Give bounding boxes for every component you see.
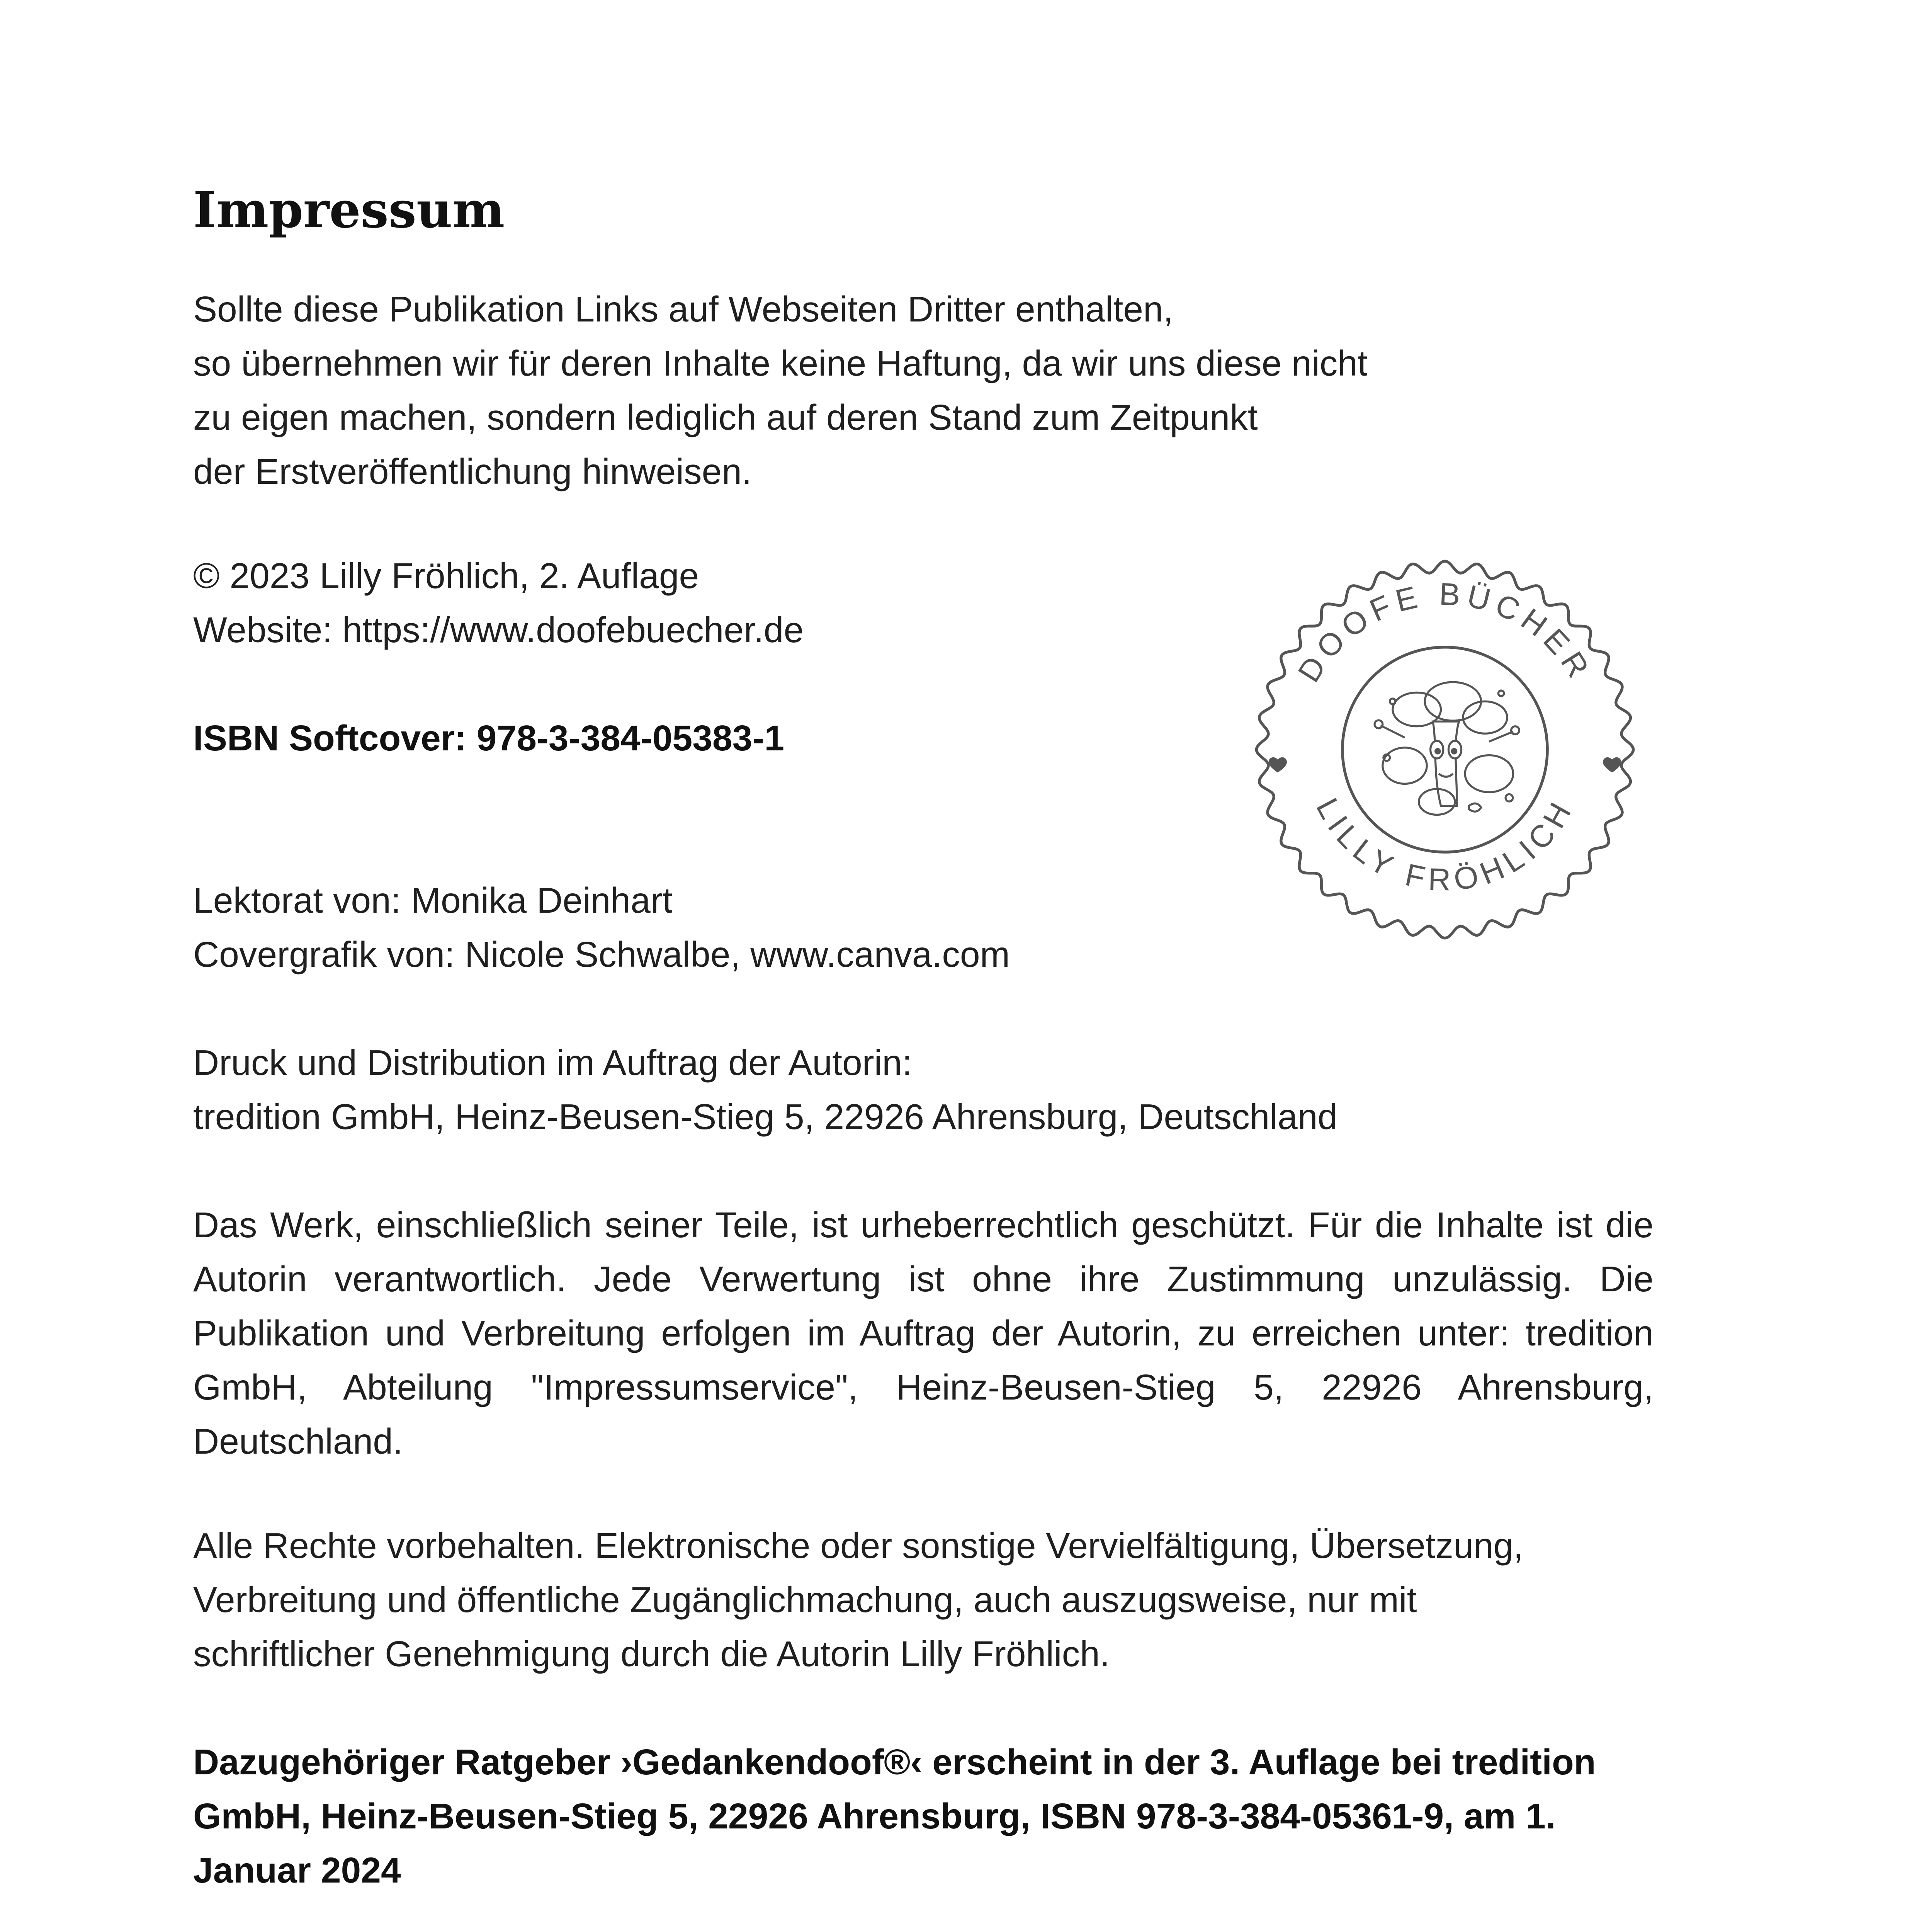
rights-line: schriftlicher Genehmigung durch die Autorin Lilly Fröhlich. <box>193 1634 1110 1674</box>
doofe-buecher-seal-logo <box>1244 549 1646 951</box>
ratgeber-paragraph: Dazugehöriger Ratgeber ›Gedankendoof®‹ erscheint in der 3. Auflage bei tredition GmbH, Heinz-Beusen-Stieg 5, 22926 Ahrensburg, ISBN 978-3-384-05361-9, am 1. Januar 2024 <box>193 1742 1596 1890</box>
seal-bottom-text: LILLY FRÖHLICH <box>1309 792 1581 898</box>
credits <box>193 873 1010 981</box>
covergrafik-line: Covergrafik von: Nicole Schwalbe, www.canva.com <box>193 934 1010 975</box>
page-title: Impressum <box>193 181 505 239</box>
heart-icon <box>1269 757 1287 772</box>
edition-info <box>193 549 804 657</box>
lektorat-line: Lektorat von: Monika Deinhart <box>193 880 673 920</box>
distribution-line: Druck und Distribution im Auftrag der Autorin: <box>193 1043 912 1083</box>
disclaimer-line: so übernehmen wir für deren Inhalte keine Haftung, da wir uns diese nicht <box>193 343 1368 383</box>
disclaimer-paragraph <box>193 282 1368 498</box>
distribution-paragraph <box>193 1036 1337 1144</box>
website-line: Website: https://www.doofebuecher.de <box>193 610 804 650</box>
disclaimer-line: zu eigen machen, sondern lediglich auf deren Stand zum Zeitpunkt <box>193 397 1258 437</box>
rights-paragraph <box>193 1519 1523 1681</box>
disclaimer-line: der Erstveröffentlichung hinweisen. <box>193 451 752 492</box>
copyright-notice-paragraph: Das Werk, einschließlich seiner Teile, ist urheberrechtlich geschützt. Für die Inhalte ist die Autorin verantwortlich. Jede Verwertung ist ohne ihre Zustimmung unzulässig. Die Publikation und Verbreitung erfolgen im Auftrag der Autorin, zu erreichen unter: tredition GmbH, Abteilung "Impressumservice", Heinz-Beusen-Stieg 5, 22926 Ahrensburg, Deutschland. <box>193 1205 1654 1461</box>
copyright-line: © 2023 Lilly Fröhlich, 2. Auflage <box>193 556 699 596</box>
rights-line: Verbreitung und öffentliche Zugänglichmachung, auch auszugsweise, nur mit <box>193 1580 1417 1620</box>
seal-top-text: DOOFE BÜCHER <box>1291 577 1599 689</box>
heart-icon <box>1603 757 1621 772</box>
seal-inner-circle <box>1343 647 1547 852</box>
isbn-line <box>193 711 784 765</box>
mushroom-character-illustration <box>1375 682 1519 815</box>
isbn-text: ISBN Softcover: 978-3-384-05383-1 <box>193 718 785 758</box>
disclaimer-line: Sollte diese Publikation Links auf Webseiten Dritter enthalten, <box>193 289 1173 329</box>
rights-line: Alle Rechte vorbehalten. Elektronische oder sonstige Vervielfältigung, Übersetzung, <box>193 1526 1523 1566</box>
distribution-line: tredition GmbH, Heinz-Beusen-Stieg 5, 22926 Ahrensburg, Deutschland <box>193 1097 1338 1137</box>
